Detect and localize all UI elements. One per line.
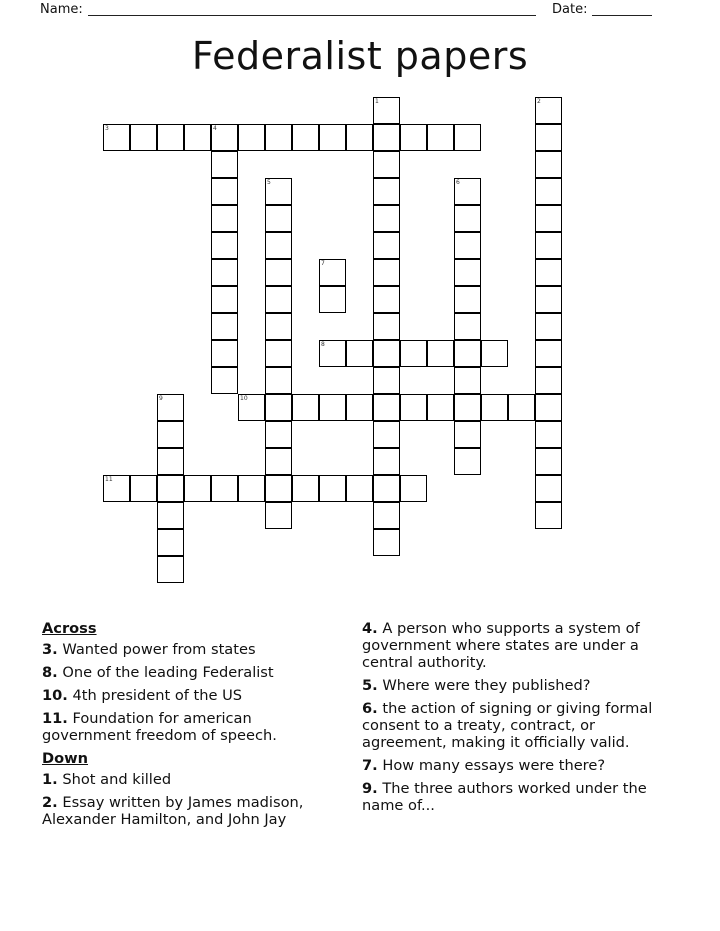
grid-cell[interactable] bbox=[292, 394, 319, 421]
clue-number: 8 bbox=[321, 341, 325, 348]
clue-item-text: the action of signing or giving formal consent to a treaty, contract, or agreement, making it officially valid. bbox=[362, 700, 653, 751]
clue-item-text: One of the leading Federalist bbox=[62, 664, 274, 681]
grid-cell[interactable] bbox=[211, 475, 238, 502]
grid-cell[interactable] bbox=[454, 178, 481, 205]
clue-item-text: 4th president of the US bbox=[72, 687, 243, 704]
down-clue-list-left bbox=[42, 771, 342, 828]
grid-cell[interactable] bbox=[346, 340, 373, 367]
grid-cell[interactable] bbox=[481, 340, 508, 367]
grid-cell[interactable] bbox=[238, 124, 265, 151]
grid-cell[interactable] bbox=[211, 178, 238, 205]
grid-cell[interactable] bbox=[373, 151, 400, 178]
grid-cell[interactable] bbox=[103, 124, 130, 151]
date-label: Date: bbox=[552, 2, 588, 17]
across-heading: Across bbox=[42, 620, 97, 637]
grid-cell[interactable] bbox=[265, 232, 292, 259]
clue-item-number: 10. bbox=[42, 687, 68, 704]
grid-cell[interactable] bbox=[400, 124, 427, 151]
grid-cell[interactable] bbox=[535, 313, 562, 340]
grid-cell[interactable] bbox=[346, 394, 373, 421]
grid-cell[interactable] bbox=[238, 475, 265, 502]
grid-cell[interactable] bbox=[454, 124, 481, 151]
grid-cell[interactable] bbox=[373, 313, 400, 340]
grid-cell[interactable] bbox=[535, 448, 562, 475]
clue-item-number: 6. bbox=[362, 700, 378, 717]
name-label: Name: bbox=[40, 2, 83, 17]
grid-cell[interactable] bbox=[319, 124, 346, 151]
grid-cell[interactable] bbox=[265, 205, 292, 232]
grid-cell[interactable] bbox=[427, 124, 454, 151]
grid-cell[interactable] bbox=[319, 259, 346, 286]
grid-cell[interactable] bbox=[535, 124, 562, 151]
grid-cell[interactable] bbox=[346, 124, 373, 151]
grid-cell[interactable] bbox=[373, 97, 400, 124]
grid-cell[interactable] bbox=[211, 259, 238, 286]
grid-cell[interactable] bbox=[535, 421, 562, 448]
grid-cell[interactable] bbox=[535, 232, 562, 259]
grid-cell[interactable] bbox=[157, 448, 184, 475]
grid-cell[interactable] bbox=[103, 475, 130, 502]
grid-cell[interactable] bbox=[319, 394, 346, 421]
grid-cell[interactable] bbox=[265, 124, 292, 151]
grid-cell[interactable] bbox=[535, 394, 562, 421]
grid-cell[interactable] bbox=[373, 340, 400, 367]
grid-cell[interactable] bbox=[319, 340, 346, 367]
grid-cell[interactable] bbox=[373, 502, 400, 529]
grid-cell[interactable] bbox=[400, 475, 427, 502]
grid-cell[interactable] bbox=[535, 178, 562, 205]
grid-cell[interactable] bbox=[373, 178, 400, 205]
grid-cell[interactable] bbox=[130, 124, 157, 151]
grid-cell[interactable] bbox=[265, 502, 292, 529]
grid-cell[interactable] bbox=[265, 340, 292, 367]
grid-cell[interactable] bbox=[157, 502, 184, 529]
grid-cell[interactable] bbox=[454, 259, 481, 286]
clue-item-text: Foundation for american government freedom of speech. bbox=[42, 710, 277, 744]
grid-cell[interactable] bbox=[535, 286, 562, 313]
grid-cell[interactable] bbox=[373, 286, 400, 313]
grid-cell[interactable] bbox=[157, 394, 184, 421]
grid-cell[interactable] bbox=[454, 394, 481, 421]
grid-cell[interactable] bbox=[157, 475, 184, 502]
grid-cell[interactable] bbox=[535, 97, 562, 124]
clue-item-text: A person who supports a system of government where states are under a central authority. bbox=[362, 620, 640, 671]
grid-cell[interactable] bbox=[157, 421, 184, 448]
grid-cell[interactable] bbox=[454, 286, 481, 313]
clue-item-text: Essay written by James madison, Alexander Hamilton, and John Jay bbox=[42, 794, 304, 828]
clue-item bbox=[362, 677, 682, 694]
clue-item bbox=[42, 641, 342, 658]
grid-cell[interactable] bbox=[211, 124, 238, 151]
grid-cell[interactable] bbox=[265, 286, 292, 313]
clue-item bbox=[42, 664, 342, 681]
clue-item-number: 5. bbox=[362, 677, 378, 694]
grid-cell[interactable] bbox=[508, 394, 535, 421]
grid-cell[interactable] bbox=[157, 529, 184, 556]
clue-item bbox=[362, 780, 682, 814]
grid-cell[interactable] bbox=[211, 232, 238, 259]
clue-number: 7 bbox=[321, 260, 325, 267]
clue-number: 9 bbox=[159, 395, 163, 402]
grid-cell[interactable] bbox=[265, 448, 292, 475]
grid-cell[interactable] bbox=[292, 475, 319, 502]
grid-cell[interactable] bbox=[454, 232, 481, 259]
grid-cell[interactable] bbox=[373, 232, 400, 259]
clue-item-text: Shot and killed bbox=[62, 771, 172, 788]
clue-item-text: Wanted power from states bbox=[62, 641, 256, 658]
down-heading: Down bbox=[42, 750, 89, 767]
grid-cell[interactable] bbox=[184, 124, 211, 151]
clue-item bbox=[42, 687, 342, 704]
grid-cell[interactable] bbox=[292, 124, 319, 151]
grid-cell[interactable] bbox=[454, 313, 481, 340]
grid-cell[interactable] bbox=[373, 475, 400, 502]
grid-cell[interactable] bbox=[319, 286, 346, 313]
clue-item-number: 2. bbox=[42, 794, 58, 811]
grid-cell[interactable] bbox=[535, 340, 562, 367]
clue-item-number: 1. bbox=[42, 771, 58, 788]
grid-cell[interactable] bbox=[373, 448, 400, 475]
clue-item-number: 4. bbox=[362, 620, 378, 637]
grid-cell[interactable] bbox=[454, 340, 481, 367]
clue-item-number: 9. bbox=[362, 780, 378, 797]
clues-right-column bbox=[362, 620, 682, 820]
grid-cell[interactable] bbox=[265, 394, 292, 421]
grid-cell[interactable] bbox=[454, 421, 481, 448]
clue-number: 4 bbox=[213, 125, 217, 132]
grid-cell[interactable] bbox=[454, 448, 481, 475]
grid-cell[interactable] bbox=[211, 340, 238, 367]
grid-cell[interactable] bbox=[535, 205, 562, 232]
grid-cell[interactable] bbox=[535, 502, 562, 529]
clue-item bbox=[42, 794, 342, 828]
grid-cell[interactable] bbox=[535, 367, 562, 394]
clue-number: 1 bbox=[375, 98, 379, 105]
grid-cell[interactable] bbox=[454, 205, 481, 232]
grid-cell[interactable] bbox=[481, 394, 508, 421]
clue-number: 6 bbox=[456, 179, 460, 186]
grid-cell[interactable] bbox=[265, 367, 292, 394]
grid-cell[interactable] bbox=[130, 475, 157, 502]
puzzle-title: Federalist papers bbox=[191, 34, 529, 78]
grid-cell[interactable] bbox=[427, 394, 454, 421]
grid-cell[interactable] bbox=[373, 367, 400, 394]
grid-cell[interactable] bbox=[211, 286, 238, 313]
grid-cell[interactable] bbox=[211, 151, 238, 178]
clue-item-text: Where were they published? bbox=[382, 677, 591, 694]
clue-number: 11 bbox=[105, 476, 113, 483]
clue-item bbox=[362, 620, 682, 671]
clue-item-number: 7. bbox=[362, 757, 378, 774]
grid-cell[interactable] bbox=[319, 475, 346, 502]
grid-cell[interactable] bbox=[454, 367, 481, 394]
grid-cell[interactable] bbox=[373, 124, 400, 151]
clue-item bbox=[362, 700, 682, 751]
grid-cell[interactable] bbox=[535, 475, 562, 502]
grid-cell[interactable] bbox=[373, 205, 400, 232]
grid-cell[interactable] bbox=[265, 475, 292, 502]
grid-cell[interactable] bbox=[265, 178, 292, 205]
grid-cell[interactable] bbox=[427, 340, 454, 367]
clues-left-column bbox=[42, 620, 342, 834]
clue-number: 2 bbox=[537, 98, 541, 105]
grid-cell[interactable] bbox=[400, 340, 427, 367]
clue-item bbox=[42, 710, 342, 744]
clue-item-text: How many essays were there? bbox=[382, 757, 606, 774]
grid-cell[interactable] bbox=[373, 394, 400, 421]
grid-cell[interactable] bbox=[157, 556, 184, 583]
across-clue-list bbox=[42, 641, 342, 744]
clue-item-number: 8. bbox=[42, 664, 58, 681]
clue-number: 5 bbox=[267, 179, 271, 186]
grid-cell[interactable] bbox=[535, 151, 562, 178]
grid-cell[interactable] bbox=[157, 124, 184, 151]
grid-cell[interactable] bbox=[346, 475, 373, 502]
grid-cell[interactable] bbox=[238, 394, 265, 421]
clue-item bbox=[42, 771, 342, 788]
grid-cell[interactable] bbox=[265, 313, 292, 340]
grid-cell[interactable] bbox=[535, 259, 562, 286]
grid-cell[interactable] bbox=[184, 475, 211, 502]
clue-number: 3 bbox=[105, 125, 109, 132]
down-clue-list-right bbox=[362, 620, 682, 814]
clue-number: 10 bbox=[240, 395, 248, 402]
clue-item-number: 3. bbox=[42, 641, 58, 658]
grid-cell[interactable] bbox=[400, 394, 427, 421]
clue-item-text: The three authors worked under the name of... bbox=[362, 780, 647, 814]
grid-cell[interactable] bbox=[211, 313, 238, 340]
grid-cell[interactable] bbox=[373, 529, 400, 556]
clue-item bbox=[362, 757, 682, 774]
grid-cell[interactable] bbox=[373, 259, 400, 286]
grid-cell[interactable] bbox=[265, 421, 292, 448]
grid-cell[interactable] bbox=[265, 259, 292, 286]
grid-cell[interactable] bbox=[211, 367, 238, 394]
grid-cell[interactable] bbox=[211, 205, 238, 232]
grid-cell[interactable] bbox=[373, 421, 400, 448]
clue-item-number: 11. bbox=[42, 710, 68, 727]
